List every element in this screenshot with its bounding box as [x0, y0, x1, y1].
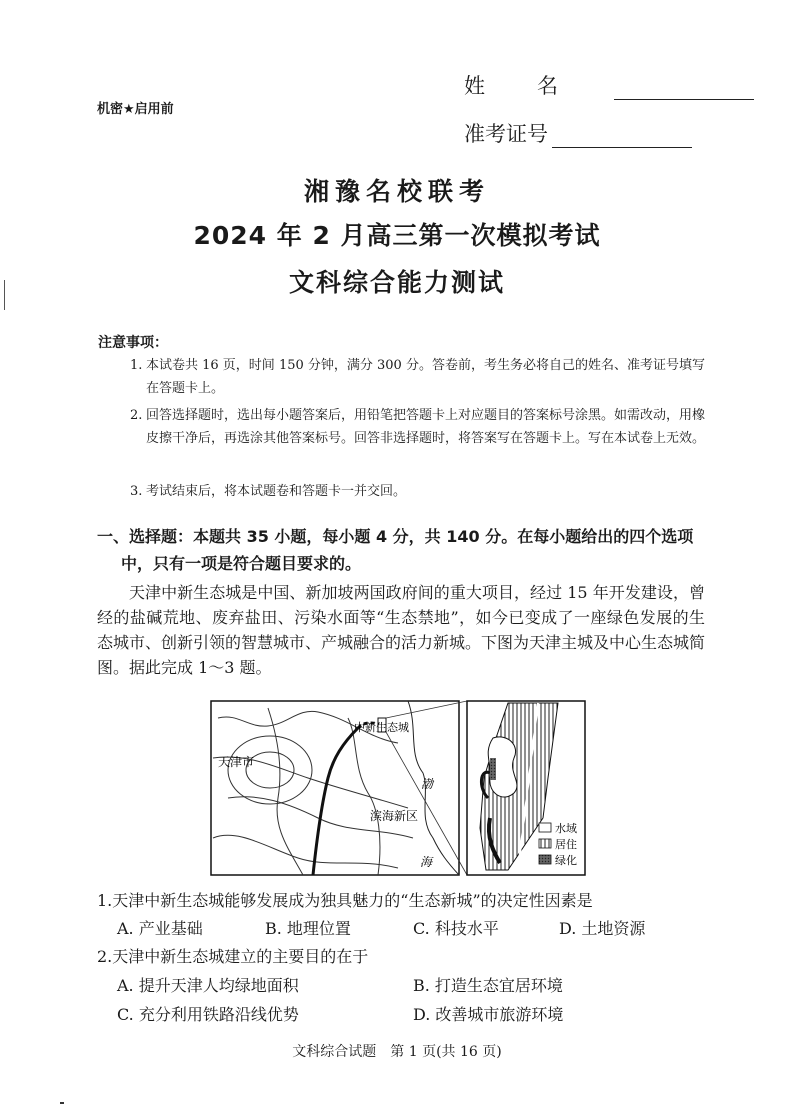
legend-water-label: 水域: [555, 822, 577, 835]
legend-green-swatch: [539, 855, 551, 864]
legend-water-swatch: [539, 823, 551, 832]
legend-residential-swatch: [539, 839, 551, 848]
note-item: [130, 480, 710, 503]
q2-option-a: A. 提升天津人均绿地面积: [117, 976, 299, 995]
q1-option-d: D. 土地资源: [559, 919, 646, 938]
map-label-eco-city: 中新生态城: [354, 721, 409, 734]
name-blank-line: [614, 77, 754, 100]
tianjin-map-figure: [208, 698, 588, 878]
name-field: [464, 70, 754, 100]
exam-title-line2: 2024 年 2 月高三第一次模拟考试: [193, 221, 601, 250]
exam-id-field: [464, 118, 692, 148]
section-heading-line1: 一、选择题：本题共 35 小题，每小题 4 分，共 140 分。在每小题给出的四个选项: [97, 527, 694, 546]
section-heading-line2: 中，只有一项是符合题目要求的。: [121, 554, 362, 573]
note-item: [130, 404, 710, 450]
map-label-hai: 海: [420, 855, 433, 869]
q1-option-b: B. 地理位置: [265, 919, 351, 938]
section-heading: [97, 523, 707, 577]
exam-title-line3: 文科综合能力测试: [288, 268, 505, 297]
map-label-bo: 渤: [421, 777, 434, 791]
q1-option-a: A. 产业基础: [117, 919, 203, 938]
note-text: 本试卷共 16 页，时间 150 分钟，满分 300 分。答卷前，考生务必将自己的姓名、准考证号填写在答题卡上。: [146, 358, 705, 396]
note-number: 2.: [130, 408, 143, 423]
scan-speck: [60, 1102, 64, 1104]
q2-option-d: D. 改善城市旅游环境: [413, 1005, 564, 1024]
note-number: 1.: [130, 358, 143, 373]
note-text: 回答选择题时，选出每小题答案后，用铅笔把答题卡上对应题目的答案标号涂黑。如需改动，用橡皮擦干净后，再选涂其他答案标号。回答非选择题时，将答案写在答题卡上。写在本试卷上无效。: [146, 408, 706, 446]
question-1-stem: 1.天津中新生态城能够发展成为独具魅力的“生态新城”的决定性因素是: [97, 891, 593, 910]
main-city-map: [211, 701, 467, 875]
note-number: 3.: [130, 484, 143, 499]
q1-option-c: C. 科技水平: [413, 919, 499, 938]
reading-passage: 天津中新生态城是中国、新加坡两国政府间的重大项目，经过 15 年开发建设，曾经的盐碱荒地、废弃盐田、污染水面等“生态禁地”，如今已变成了一座绿色发展的生态城市、创新引领的智慧城市、产城融合的活力新城。下图为天津主城及中心生态城简图。据此完成 1～3 题。: [97, 583, 706, 677]
exam-id-label: 准考证号: [464, 122, 548, 146]
exam-title-line1: 湘豫名校联考: [303, 177, 490, 206]
exam-id-blank-line: [552, 125, 692, 148]
q2-option-c: C. 充分利用铁路沿线优势: [117, 1005, 299, 1024]
map-legend: [539, 821, 577, 867]
q2-option-b: B. 打造生态宜居环境: [413, 976, 563, 995]
confidential-label: 机密★启用前: [97, 102, 174, 117]
notes-heading: 注意事项：: [98, 335, 168, 351]
legend-green-label: 绿化: [555, 854, 577, 867]
note-text: 考试结束后，将本试题卷和答题卡一并交回。: [146, 484, 407, 499]
note-item: [130, 354, 710, 400]
map-label-binhai: 滨海新区: [370, 809, 419, 823]
question-2-stem: 2.天津中新生态城建立的主要目的在于: [97, 947, 369, 966]
map-label-tianjin: 天津市: [218, 755, 255, 769]
name-label: 姓名: [464, 74, 610, 98]
legend-residential-label: 居住: [555, 838, 577, 851]
page-footer: 文科综合试题 第 1 页(共 16 页): [292, 1044, 502, 1060]
